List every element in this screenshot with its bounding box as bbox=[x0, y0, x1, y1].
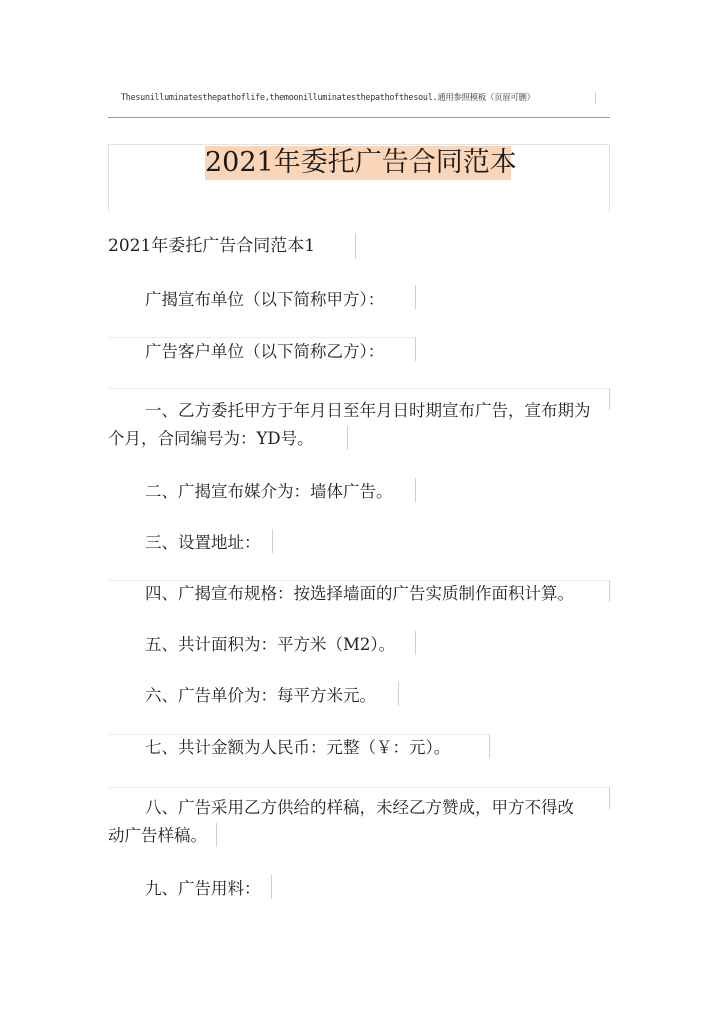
section-heading: 2021年委托广告合同范本1 bbox=[108, 236, 316, 256]
paragraph-guide bbox=[108, 388, 610, 389]
clause-1-line-2: 个月，合同编号为：YD号。 bbox=[108, 429, 314, 448]
clause-2-line: 二、广揭宣布媒介为：墙体广告。 bbox=[145, 482, 393, 501]
paragraph-guide bbox=[108, 787, 610, 788]
text-cursor-mark bbox=[216, 823, 217, 847]
text-cursor-mark bbox=[415, 631, 416, 655]
paragraph-guide bbox=[108, 734, 490, 735]
text-cursor-mark bbox=[489, 734, 490, 758]
clause-7-line: 七、共计金额为人民币：元整（￥：元）。 bbox=[145, 738, 451, 757]
text-cursor-mark bbox=[415, 478, 416, 502]
title-frame-right bbox=[609, 144, 610, 212]
text-cursor-mark bbox=[609, 787, 610, 809]
text-cursor-mark bbox=[415, 337, 416, 361]
party-a-line: 广揭宣布单位（以下简称甲方）： bbox=[145, 290, 385, 309]
clause-1-line-1: 一、乙方委托甲方于年月日至年月日时期宣布广告，宣布期为 bbox=[145, 401, 591, 420]
page-header-text: Thesunilluminatesthepathoflife,themoonilluminatesthepathofthesoul.通用参照模板（页眉可删） bbox=[121, 92, 535, 102]
text-cursor-mark bbox=[609, 388, 610, 410]
document-title: 2021年委托广告合同范本 bbox=[205, 147, 517, 178]
clause-5-line: 五、共计面积为：平方米（M2）。 bbox=[145, 635, 396, 654]
text-cursor-mark bbox=[271, 875, 272, 899]
title-frame-top bbox=[108, 144, 610, 145]
text-cursor-mark bbox=[398, 682, 399, 706]
clause-3-line: 三、设置地址： bbox=[145, 533, 261, 552]
clause-4-line: 四、广揭宣布规格：按选择墙面的广告实质制作面积计算。 bbox=[145, 584, 574, 603]
header-rule bbox=[108, 117, 610, 118]
text-cursor-mark bbox=[609, 580, 610, 602]
text-cursor-mark bbox=[355, 233, 356, 259]
clause-9-line: 九、广告用料： bbox=[145, 879, 261, 898]
clause-8-line-1: 八、广告采用乙方供给的样稿，未经乙方赞成，甲方不得改 bbox=[145, 798, 574, 817]
clause-8-line-2: 动广告样稿。 bbox=[108, 826, 207, 845]
title-frame-left bbox=[108, 144, 109, 212]
paragraph-guide bbox=[108, 337, 416, 338]
text-cursor-mark bbox=[347, 426, 348, 450]
paragraph-guide bbox=[108, 580, 610, 581]
text-cursor-mark bbox=[415, 285, 416, 309]
clause-6-line: 六、广告单价为：每平方米元。 bbox=[145, 686, 376, 705]
text-cursor-mark bbox=[272, 529, 273, 553]
header-divider-tick bbox=[595, 92, 596, 104]
party-b-line: 广告客户单位（以下简称乙方）： bbox=[145, 342, 385, 361]
